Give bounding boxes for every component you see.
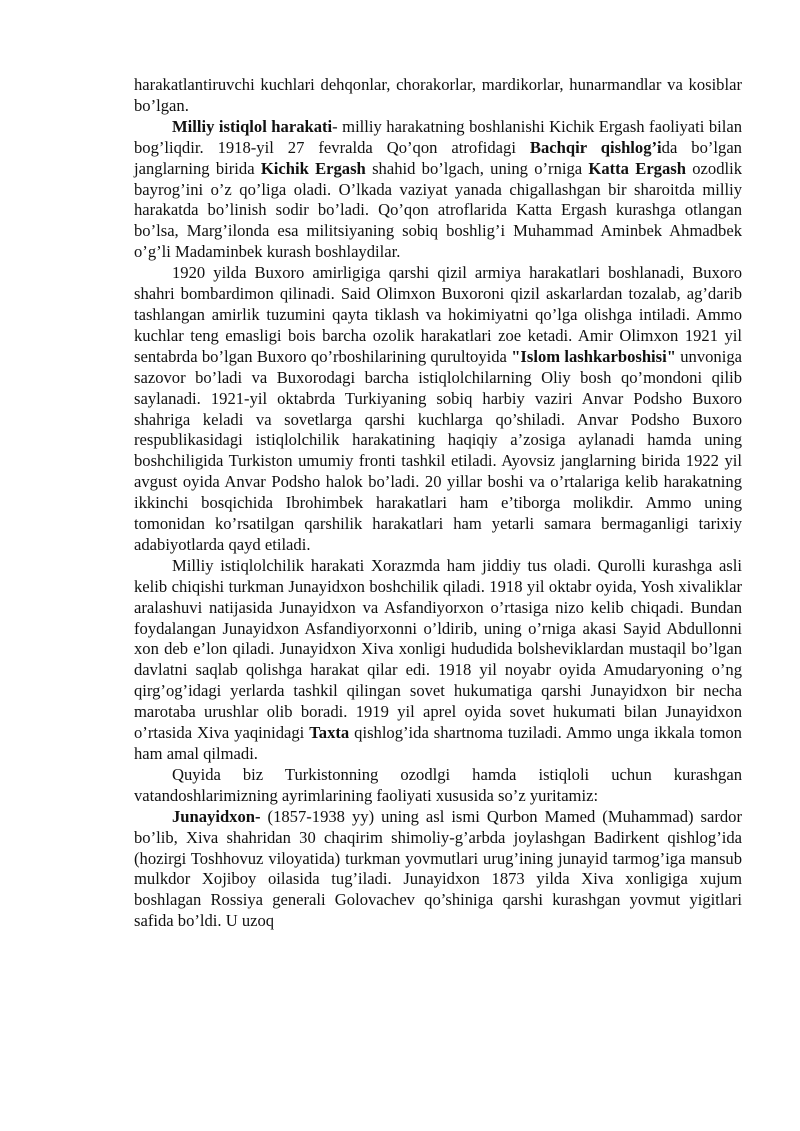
bold-term: Katta Ergash (588, 158, 686, 178)
paragraph-intro (134, 765, 742, 807)
document-page (134, 75, 742, 932)
text-run: Milliy istiqlolchilik harakati Xorazmda ham jiddiy tus oladi. Qurolli kurashga asli kelib chiqishi turkman Junayidxon boshchilik qiladi. 1918 yil oktabr oyida, Yosh xivaliklar aralashuvi natijasida Junayidxon va Asfandiyorxon o’rtasiga nizo kelib chiqadi. Bundan foydalangan Junayidxon Asfandiyorxonni o’ldirib, uning o’rniga akasi Sayid Abdullonni xon deb e’lon qiladi. Junayidxon Xiva xonligi hududida bolsheviklardan mustaqil bo’lgan davlatni saqlab qolishga harakat qilar edi. 1918 yil noyabr oyida Amudaryoning o’ng qirg’og’idagi yerlarda tashkil qilingan sovet hukumatiga qarshi Junayidxon bir necha marotaba urushlar olib boradi. 1919 yil aprel oyida sovet hukumati bilan Junayidxon o’rtasida Xiva yaqinidagi (134, 555, 742, 743)
text-run: 1920 yilda Buxoro amirligiga qarshi qizil armiya harakatlari boshlanadi, Buxoro shahri bombardimon qilinadi. Said Olimxon Buxoroni qizil askarlardan tozalab, ag’darib tashlangan amirlik tuzumini qayta tiklash va hokimiyatni qo’lga olishga intiladi. Ammo kuchlar teng emasligi bois barcha ozolik harakatlari zoe ketadi. Amir Olimxon 1921 yil sentabrda bo’lgan Buxoro qo’rboshilarining qurultoyida (134, 263, 742, 366)
bold-term: Kichik Ergash (260, 158, 366, 178)
text-run: unvoniga sazovor bo’ladi va Buxorodagi barcha istiqlolchilarning Oliy bosh qo’mondoni qilib saylanadi. 1921-yil oktabrda Turkiyaning sobiq harbiy vaziri Anvar Podsho Buxoro shahriga keladi va sovetlarga qarshi kuchlarga qo’shiladi. Anvar Podsho Buxoro respublikasidagi istiqlolchilik harakatining haqiqiy a’zosiga aylanadi hamda uning boshchiligida Turkiston umumiy fronti tashkil etiladi. Ayovsiz janglarning birida 1922 yil avgust oyida Anvar Podsho halok bo’ladi. 20 yillar boshi va o’rtalariga kelib harakatning ikkinchi bosqichida Ibrohimbek harakatlari ham e’tiborga molikdir. Ammo uning tomonidan ko’rsatilgan qarshilik harakatlari ham yetarli samara bermaganligi tarixiy adabiyotlarda qayd etiladi. (134, 346, 742, 554)
paragraph-continuation (134, 75, 742, 117)
text-run: - milliy harakatning boshlanishi Kichik Ergash faoliyati bilan bog’liqdir. 1918-yil 27 fevralda Qo’qon atrofidagi (134, 116, 742, 157)
text-run: ozodlik bayrog’ini o’z qo’liga oladi. O’lkada vaziyat yanada chigallashgan bir sharoitda milliy harakatda bo’linish sodir bo’ladi. Qo’qon atroflarida Katta Ergash kurashga otlangan bo’lsa, Marg’ilonda esa militsiyaning sobiq boshlig’i Muhammad Aminbek Ahmadbek o’g’li Madaminbek kurash boshlaydilar. (134, 158, 743, 262)
text-run: qishlog’ida shartnoma tuziladi. Ammo unga ikkala tomon ham amal qilmadi. (134, 723, 742, 763)
text-run: da bo’lgan janglarning birida (134, 137, 742, 178)
text-run: shahid bo’lgach, uning o’rniga (365, 158, 589, 178)
text-run: (1857-1938 yy) uning asl ismi Qurbon Mamed (Muhammad) sardor bo’lib, Xiva shahridan 30 chaqirim shimoliy-g’arbda joylashgan Badirkent qishlog’ida (hozirgi Toshhovuz viloyatida) turkman yovmutlari urug’ining junayid tarmog’iga mansub mulkdor Xojiboy oilasida tug’iladi. Junayidxon 1873 yilda Xiva xonligiga xujum boshlagan Rossiya generali Golovachev qo’shiniga qarshi kurashgan yovmut yigitlari safida bo’ldi. U uzoq (134, 806, 742, 931)
bold-term: Junayidxon- (172, 806, 261, 826)
text-run: harakatlantiruvchi kuchlari dehqonlar, chorakorlar, mardikorlar, hunarmandlar va kosiblar bo’lgan. (134, 75, 742, 115)
bold-term: Taxta (309, 723, 350, 743)
paragraph-milliy-istiqlol (134, 117, 742, 263)
paragraph-xorazm (134, 556, 742, 765)
paragraph-junayidxon (134, 807, 742, 932)
bold-term: Bachqir qishlog’i (529, 137, 662, 157)
text-run: Quyida biz Turkistonning ozodlgi hamda istiqloli uchun kurashgan vatandoshlarimizning ayrimlarining faoliyati xususida so’z yuritamiz: (134, 764, 742, 805)
bold-term: Milliy istiqlol harakati (172, 116, 333, 136)
bold-term: "Islom lashkarboshisi" (511, 346, 676, 366)
paragraph-buxoro (134, 263, 742, 556)
